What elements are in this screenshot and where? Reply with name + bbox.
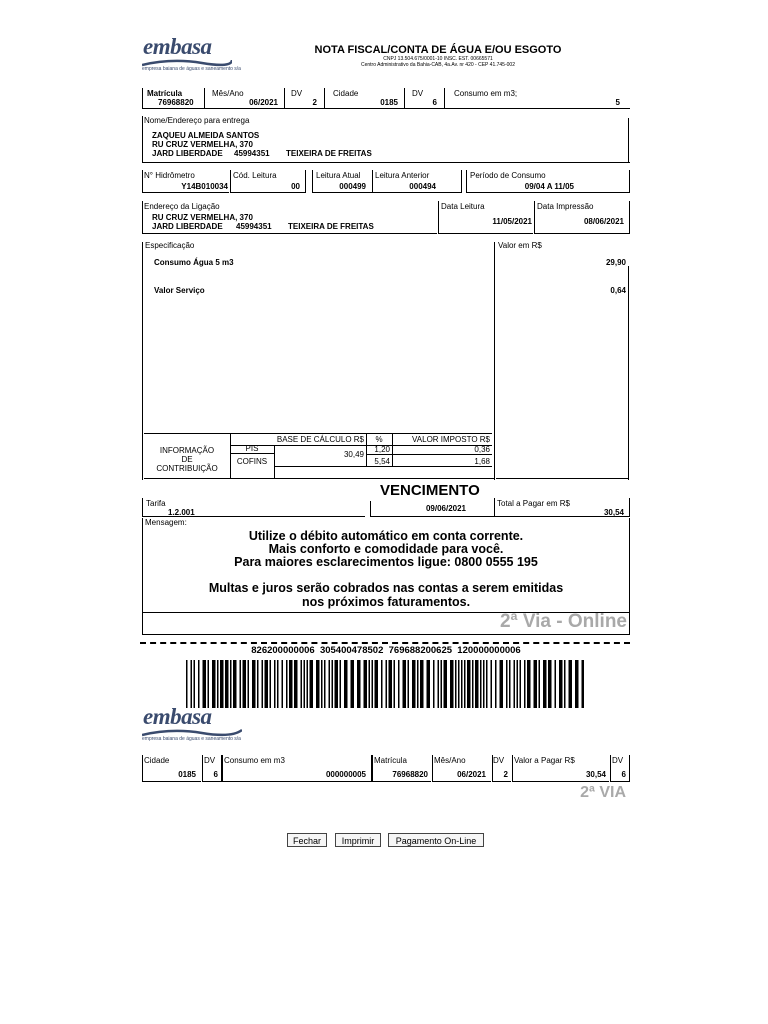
item-valor: 0,64 (610, 286, 626, 295)
entrega-cidade: TEIXEIRA DE FREITAS (286, 149, 372, 158)
stub-valor-value: 30,54 (585, 770, 606, 779)
periodo-value: 09/04 A 11/05 (524, 182, 574, 191)
mesano-label: Mês/Ano (212, 89, 244, 98)
barcode-bar (539, 660, 541, 708)
stub-cidade-label: Cidade (144, 756, 170, 765)
barcode-bar (310, 660, 314, 708)
mensagem-label: Mensagem: (145, 518, 187, 527)
barcode-bar (483, 660, 485, 708)
stub-logo (142, 704, 252, 744)
barcode-bar (220, 660, 224, 708)
barcode-bar (520, 660, 522, 708)
item-valor: 29,90 (605, 258, 626, 267)
barcode-bar (517, 660, 519, 708)
ligacao-label: Endereço da Ligação (144, 202, 220, 211)
barcode-bar (208, 660, 210, 708)
pis-pct: 1,20 (374, 445, 390, 454)
barcode-bar (455, 660, 457, 708)
base-calculo-label: BASE DE CÁLCULO R$ (276, 435, 364, 444)
fechar-button[interactable]: Fechar (287, 833, 327, 847)
document-title: NOTA FISCAL/CONTA DE ÁGUA E/OU ESGOTO (314, 44, 562, 56)
barcode-bar (375, 660, 379, 708)
info-contribuicao-label: CONTRIBUIÇÃO (156, 464, 218, 473)
mensagem-section (142, 518, 630, 635)
info-contribuicao-label: DE (181, 455, 193, 464)
mensagem-line: nos próximos faturamentos. (301, 595, 471, 609)
barcode-bar (351, 660, 355, 708)
barcode-bar (321, 660, 323, 708)
item-desc: Consumo Água 5 m3 (154, 258, 234, 267)
barcode-bar (332, 660, 334, 708)
barcode-bar (464, 660, 466, 708)
stub-dv3-value: 6 (621, 770, 626, 779)
barcode-bar (433, 660, 435, 708)
barcode-bar (372, 660, 374, 708)
stub-dv1-value: 6 (213, 770, 218, 779)
barcode-bar (262, 660, 264, 708)
cidade-label: Cidade (333, 89, 359, 98)
entrega-bairro: JARD LIBERDADE (152, 149, 223, 158)
barcode-bar (265, 660, 269, 708)
dv1-label: DV (291, 89, 303, 98)
ligacao-rua: RU CRUZ VERMELHA, 370 (152, 213, 253, 222)
stub-dv1-label: DV (204, 756, 216, 765)
barcode (186, 660, 584, 708)
stub-consumo-label: Consumo em m3 (224, 756, 285, 765)
entrega-section (142, 116, 630, 163)
entrega-label: Nome/Endereço para entrega (144, 116, 250, 125)
stub-cidade-value: 0185 (178, 770, 196, 779)
embasa-logo (142, 34, 252, 74)
barcode-bar (381, 660, 383, 708)
mensagem-line: Utilize o débito automático em conta corrente. (248, 529, 524, 543)
address-line: Centro Administrativo da Bahia-CAB, 4a.Av. nr 420 - CEP 41.745-002 (361, 62, 515, 68)
barcode-bar (480, 660, 482, 708)
cod-leitura-label: Cód. Leitura (233, 171, 277, 180)
base-calculo-value: 30,49 (343, 450, 364, 459)
barcode-bar (248, 660, 250, 708)
tax-pis-label: PIS (245, 444, 259, 453)
segunda-via-online: 2ª Via - Online (499, 611, 627, 632)
entrega-rua: RU CRUZ VERMELHA, 370 (152, 140, 253, 149)
vencimento-heading: VENCIMENTO (380, 482, 480, 499)
barcode-bar (230, 660, 232, 708)
barcode-bar (186, 660, 188, 708)
imprimir-button[interactable]: Imprimir (335, 833, 381, 847)
barcode-bar (461, 660, 463, 708)
barcode-bar (212, 660, 216, 708)
barcode-bar (243, 660, 247, 708)
cofins-imposto: 1,68 (474, 457, 490, 466)
cnpj-line: CNPJ 13.504.675/0001-10 INSC. EST. 00665571 (383, 56, 493, 62)
barcode-bar (289, 660, 293, 708)
mensagem-line: Multas e juros serão cobrados nas contas a serem emitidas (208, 581, 564, 595)
barcode-bar (438, 660, 440, 708)
barcode-bar (441, 660, 443, 708)
barcode-bar (364, 660, 368, 708)
barcode-bar (509, 660, 511, 708)
pagamento-section (142, 498, 630, 518)
cofins-pct: 5,54 (374, 457, 390, 466)
stub-logo-subtitle: empresa baiana de águas e saneamento s/a (142, 736, 241, 742)
consumo-label: Consumo em m3; (454, 89, 518, 98)
barcode-bar (257, 660, 259, 708)
barcode-bar (450, 660, 454, 708)
dv2-label: DV (412, 89, 424, 98)
leitura-atual-value: 000499 (339, 182, 366, 191)
logo-text: embasa (143, 34, 212, 59)
info-contribuicao-label: INFORMAÇÃO (159, 446, 215, 455)
barcode-bar (408, 660, 410, 708)
barcode-bar (191, 660, 193, 708)
tarifa-value: 1.2.001 (168, 508, 195, 517)
barcode-bar (412, 660, 416, 708)
stub-dv2-label: DV (493, 756, 505, 765)
pagamento-online-button[interactable]: Pagamento On-Line (388, 833, 484, 847)
valor-em-label: Valor em R$ (498, 241, 542, 250)
barcode-number: 826200000006 305400478502 769688200625 120000000006 (251, 645, 521, 656)
barcode-bar (582, 660, 585, 708)
logo-subtitle: empresa baiana de águas e saneamento s/a (142, 66, 241, 72)
barcode-bar (282, 660, 284, 708)
matricula-value: 76968820 (158, 98, 194, 107)
barcode-bar (340, 660, 342, 708)
barcode-bar (252, 660, 256, 708)
pct-label: % (375, 435, 383, 444)
stub-segunda-via: 2ª VIA (580, 784, 626, 801)
pis-imposto: 0,36 (474, 445, 490, 454)
data-leitura-value: 11/05/2021 (492, 217, 532, 226)
row1-section (142, 88, 630, 109)
barcode-bar (486, 660, 488, 708)
barcode-bar (240, 660, 242, 708)
barcode-bar (203, 660, 207, 708)
periodo-label: Período de Consumo (470, 171, 546, 180)
barcode-bar (307, 660, 309, 708)
barcode-bar (294, 660, 298, 708)
barcode-bar (575, 660, 579, 708)
barcode-bar (198, 660, 200, 708)
barcode-bar (527, 660, 531, 708)
barcode-bar (548, 660, 552, 708)
stub-consumo-value: 000000005 (325, 770, 366, 779)
valor-imposto-label: VALOR IMPOSTO R$ (412, 435, 490, 444)
barcode-bar (472, 660, 474, 708)
cidade-value: 0185 (380, 98, 398, 107)
barcode-bar (386, 660, 388, 708)
entrega-cep: 45994351 (234, 149, 270, 158)
especificacao-section (142, 240, 630, 480)
barcode-bar (524, 660, 526, 708)
dv1-value: 2 (312, 98, 317, 107)
leitura-section (142, 170, 630, 194)
consumo-value: 5 (615, 98, 620, 107)
entrega-nome: ZAQUEU ALMEIDA SANTOS (152, 131, 260, 140)
barcode-bar (534, 660, 538, 708)
barcode-bar (394, 660, 396, 708)
barcode-bar (475, 660, 479, 708)
barcode-bar (270, 660, 272, 708)
barcode-bar (417, 660, 419, 708)
barcode-bar (458, 660, 460, 708)
barcode-bar (555, 660, 557, 708)
vencimento-value: 09/06/2021 (425, 504, 466, 513)
barcode-bar (467, 660, 471, 708)
tax-cofins-label: COFINS (236, 457, 268, 466)
barcode-bar (569, 660, 573, 708)
stub-dv3-label: DV (612, 756, 624, 765)
ligacao-section (142, 201, 630, 235)
stub-section (142, 755, 630, 783)
total-label: Total a Pagar em R$ (497, 499, 570, 508)
stub-matricula-label: Matrícula (374, 756, 407, 765)
barcode-bar (274, 660, 276, 708)
especificacao-label: Especificação (145, 241, 195, 250)
barcode-bar (329, 660, 331, 708)
ligacao-cep: 45994351 (236, 222, 272, 231)
hidrometro-value: Y14B010034 (181, 182, 228, 191)
stub-mesano-value: 06/2021 (457, 770, 486, 779)
data-impressao-value: 08/06/2021 (583, 217, 624, 226)
contribuicao-table (144, 433, 492, 478)
barcode-bar (398, 660, 400, 708)
barcode-bar (420, 660, 424, 708)
barcode-bar (403, 660, 407, 708)
stub-valor-label: Valor a Pagar R$ (514, 756, 575, 765)
barcode-bar (217, 660, 219, 708)
cut-line (140, 642, 630, 644)
barcode-bar (495, 660, 497, 708)
stub-matricula-value: 76968820 (392, 770, 428, 779)
dv2-value: 6 (432, 98, 437, 107)
barcode-bar (316, 660, 320, 708)
leitura-anterior-value: 000494 (409, 182, 436, 191)
mesano-value: 06/2021 (249, 98, 278, 107)
barcode-bar (194, 660, 196, 708)
total-value: 30,54 (603, 508, 624, 517)
barcode-bar (543, 660, 547, 708)
leitura-atual-label: Leitura Atual (316, 171, 361, 180)
barcode-bar (427, 660, 431, 708)
barcode-bar (357, 660, 361, 708)
barcode-bar (277, 660, 279, 708)
matricula-label: Matrícula (147, 89, 183, 98)
hidrometro-label: N° Hidrômetro (144, 171, 195, 180)
barcode-bar (301, 660, 303, 708)
data-impressao-label: Data Impressão (537, 202, 594, 211)
item-desc: Valor Serviço (154, 286, 205, 295)
barcode-bar (335, 660, 339, 708)
mensagem-line: Para maiores esclarecimentos ligue: 0800 0555 195 (234, 555, 538, 569)
barcode-bar (286, 660, 288, 708)
mensagem-line: Mais conforto e comodidade para você. (268, 542, 504, 556)
barcode-bar (304, 660, 306, 708)
barcode-bar (444, 660, 448, 708)
stub-mesano-label: Mês/Ano (434, 756, 466, 765)
barcode-bar (369, 660, 371, 708)
barcode-bar (506, 660, 508, 708)
leitura-anterior-label: Leitura Anterior (375, 171, 430, 180)
ligacao-bairro: JARD LIBERDADE (152, 222, 223, 231)
barcode-bar (491, 660, 493, 708)
barcode-bar (559, 660, 563, 708)
cod-leitura-value: 00 (291, 182, 300, 191)
stub-dv2-value: 2 (503, 770, 508, 779)
ligacao-cidade: TEIXEIRA DE FREITAS (288, 222, 374, 231)
barcode-bar (324, 660, 326, 708)
barcode-bar (225, 660, 229, 708)
barcode-bar (564, 660, 566, 708)
stub-logo-text: embasa (143, 704, 212, 729)
barcode-bar (389, 660, 393, 708)
tarifa-label: Tarifa (146, 499, 166, 508)
data-leitura-label: Data Leitura (441, 202, 485, 211)
barcode-bar (514, 660, 516, 708)
barcode-bar (500, 660, 504, 708)
barcode-bar (233, 660, 237, 708)
barcode-bar (344, 660, 348, 708)
